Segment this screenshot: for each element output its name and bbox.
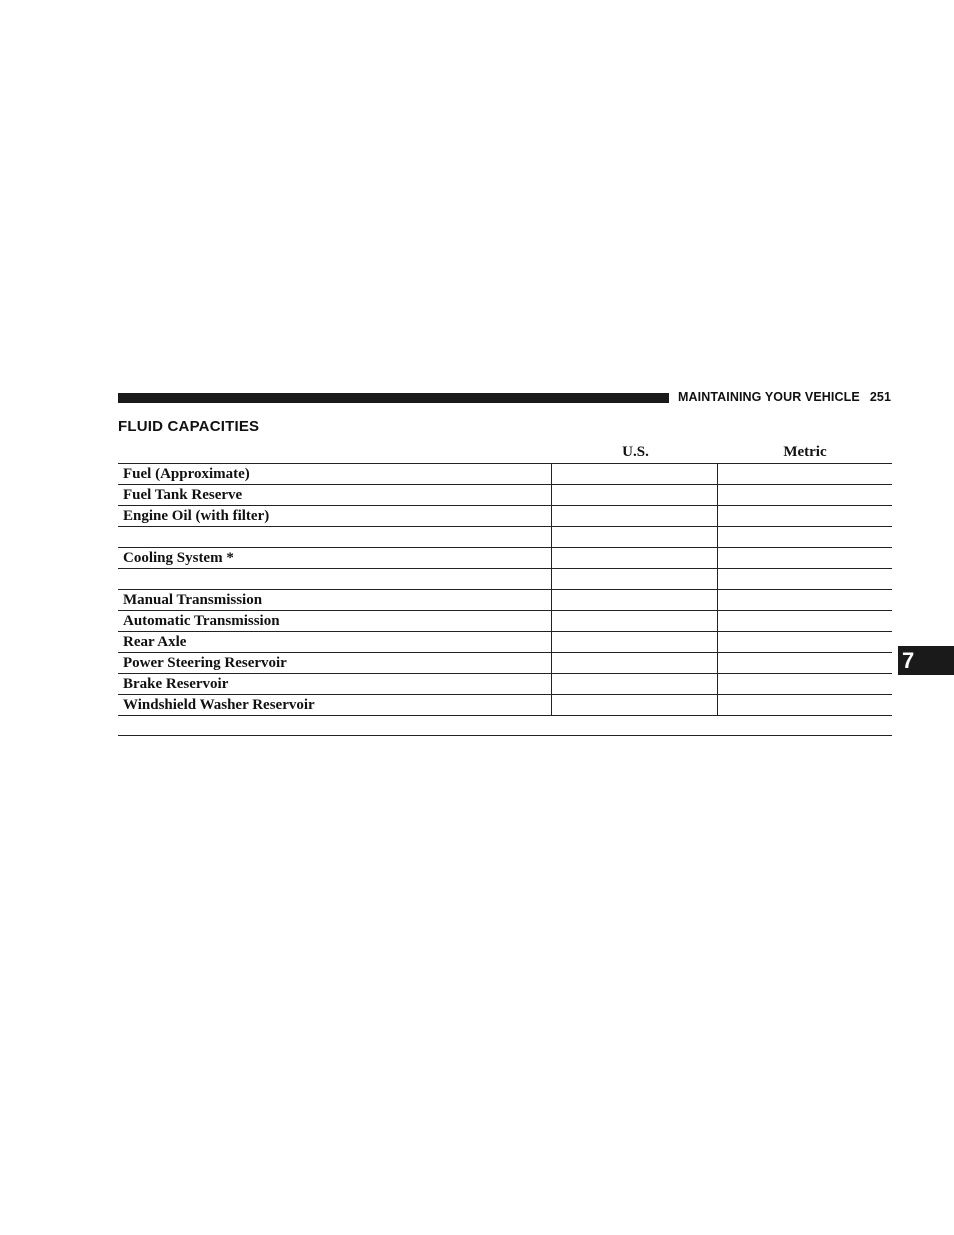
us-value [552,548,718,568]
metric-value [718,548,892,568]
table-bottom-rule [118,735,892,736]
table-row [118,653,892,674]
metric-value [718,527,892,547]
us-value [552,674,718,694]
running-header [678,390,892,404]
row-label: Power Steering Reservoir [118,653,552,673]
section-title: FLUID CAPACITIES [118,418,260,435]
row-label: Automatic Transmission [118,611,552,631]
column-header-us: U.S. [622,444,649,460]
row-label: Engine Oil (with filter) [118,506,552,526]
us-value [552,653,718,673]
us-value [552,695,718,715]
us-value [552,590,718,610]
us-value [552,632,718,652]
metric-value [718,632,892,652]
metric-value [718,506,892,526]
table-row [118,548,892,569]
metric-value [718,590,892,610]
metric-value [718,464,892,484]
metric-value [718,674,892,694]
table-row [118,632,892,653]
table-row [118,527,892,548]
metric-value [718,611,892,631]
us-value [552,569,718,589]
us-value [552,506,718,526]
table-row [118,569,892,590]
table-row [118,464,892,485]
metric-value [718,653,892,673]
row-label: Cooling System * [118,548,552,568]
table-row [118,590,892,611]
us-value [552,485,718,505]
row-label: Brake Reservoir [118,674,552,694]
metric-value [718,569,892,589]
table-row [118,611,892,632]
metric-value [718,695,892,715]
header-section-title: MAINTAINING YOUR VEHICLE [678,390,860,404]
table-row [118,485,892,506]
row-label: Manual Transmission [118,590,552,610]
fluid-capacities-table [118,463,892,716]
row-label: Fuel (Approximate) [118,464,552,484]
page-number: 251 [869,390,891,404]
chapter-tab: 7 [898,646,954,675]
us-value [552,527,718,547]
table-row [118,674,892,695]
row-label: Windshield Washer Reservoir [118,695,552,715]
row-label: Rear Axle [118,632,552,652]
row-label [118,569,552,589]
row-label [118,527,552,547]
column-header-metric: Metric [783,444,827,460]
us-value [552,464,718,484]
row-label: Fuel Tank Reserve [118,485,552,505]
table-row [118,695,892,716]
metric-value [718,485,892,505]
table-row [118,506,892,527]
header-rule-bar [118,393,669,403]
us-value [552,611,718,631]
